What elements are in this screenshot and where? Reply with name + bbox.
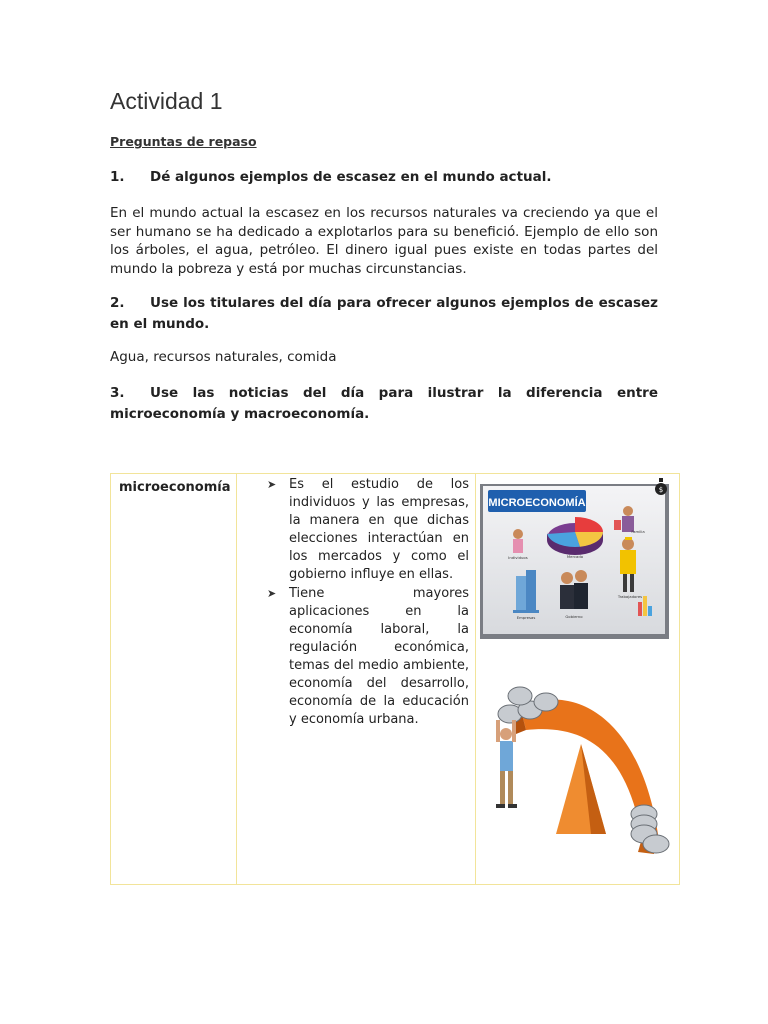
definition-list [237,474,475,729]
money-bag-icon [655,478,667,495]
answer-2: Agua, recursos naturales, comida [110,349,337,365]
question-number: 2. [110,295,125,311]
comparison-table [110,473,680,885]
question-1 [110,167,658,188]
infographic-label: Empresas [516,615,536,620]
illustration-image [486,684,676,879]
bullet-text: Tiene mayores aplicaciones en la economía laboral, la regulación económica, temas del medio ambiente, economía del desarrollo, economía de la educación y economía urbana. [289,586,469,727]
table-row [111,474,680,885]
question-number: 1. [110,169,125,185]
infographic-label: Individuos [508,555,528,560]
infographic-image [480,476,669,639]
arrowhead-bullet-icon: ➤ [267,478,277,491]
svg-text:$: $ [658,486,664,494]
question-2 [110,293,658,335]
infographic-label: Familia [631,529,645,534]
question-text: Use las noticias del día para ilustrar la diferencia entre microeconomía y macroeconomía. [110,385,658,422]
bullet-text: Es el estudio de los individuos y las empresas, la manera en que dichas elecciones interactúan en los mercados y como el gobierno influye en ellas. [289,477,469,582]
definition-cell [237,474,476,885]
question-text: Dé algunos ejemplos de escasez en el mundo actual. [150,169,552,185]
coins-arch-illustration [486,684,676,879]
page-title: Actividad 1 [110,88,223,114]
term-cell [111,474,237,885]
infographic-banner: MICROECONOMÍA [488,497,586,509]
image-cell [476,474,680,885]
microeconomia-infographic [480,476,669,639]
question-text: Use los titulares del día para ofrecer algunos ejemplos de escasez en el mundo. [110,295,658,332]
infographic-label: Trabajadores [617,594,643,599]
question-number: 3. [110,385,125,401]
infographic-label: Mercado [566,554,584,559]
term-label: microeconomía [119,480,231,495]
answer-1: En el mundo actual la escasez en los recursos naturales va creciendo ya que el ser humano se ha dedicado a explotarlos para su benefició. Ejemplo de ello son los árboles, el agua, petróleo. El dinero igual pues existe en todas partes del mundo la pobreza y está por muchas circunstancias. [110,205,658,277]
arrowhead-bullet-icon: ➤ [267,587,277,600]
list-item [243,476,469,584]
infographic-label: Gobierno [565,614,583,619]
question-3 [110,383,658,425]
section-subheading: Preguntas de repaso [110,134,257,149]
list-item [243,585,469,729]
